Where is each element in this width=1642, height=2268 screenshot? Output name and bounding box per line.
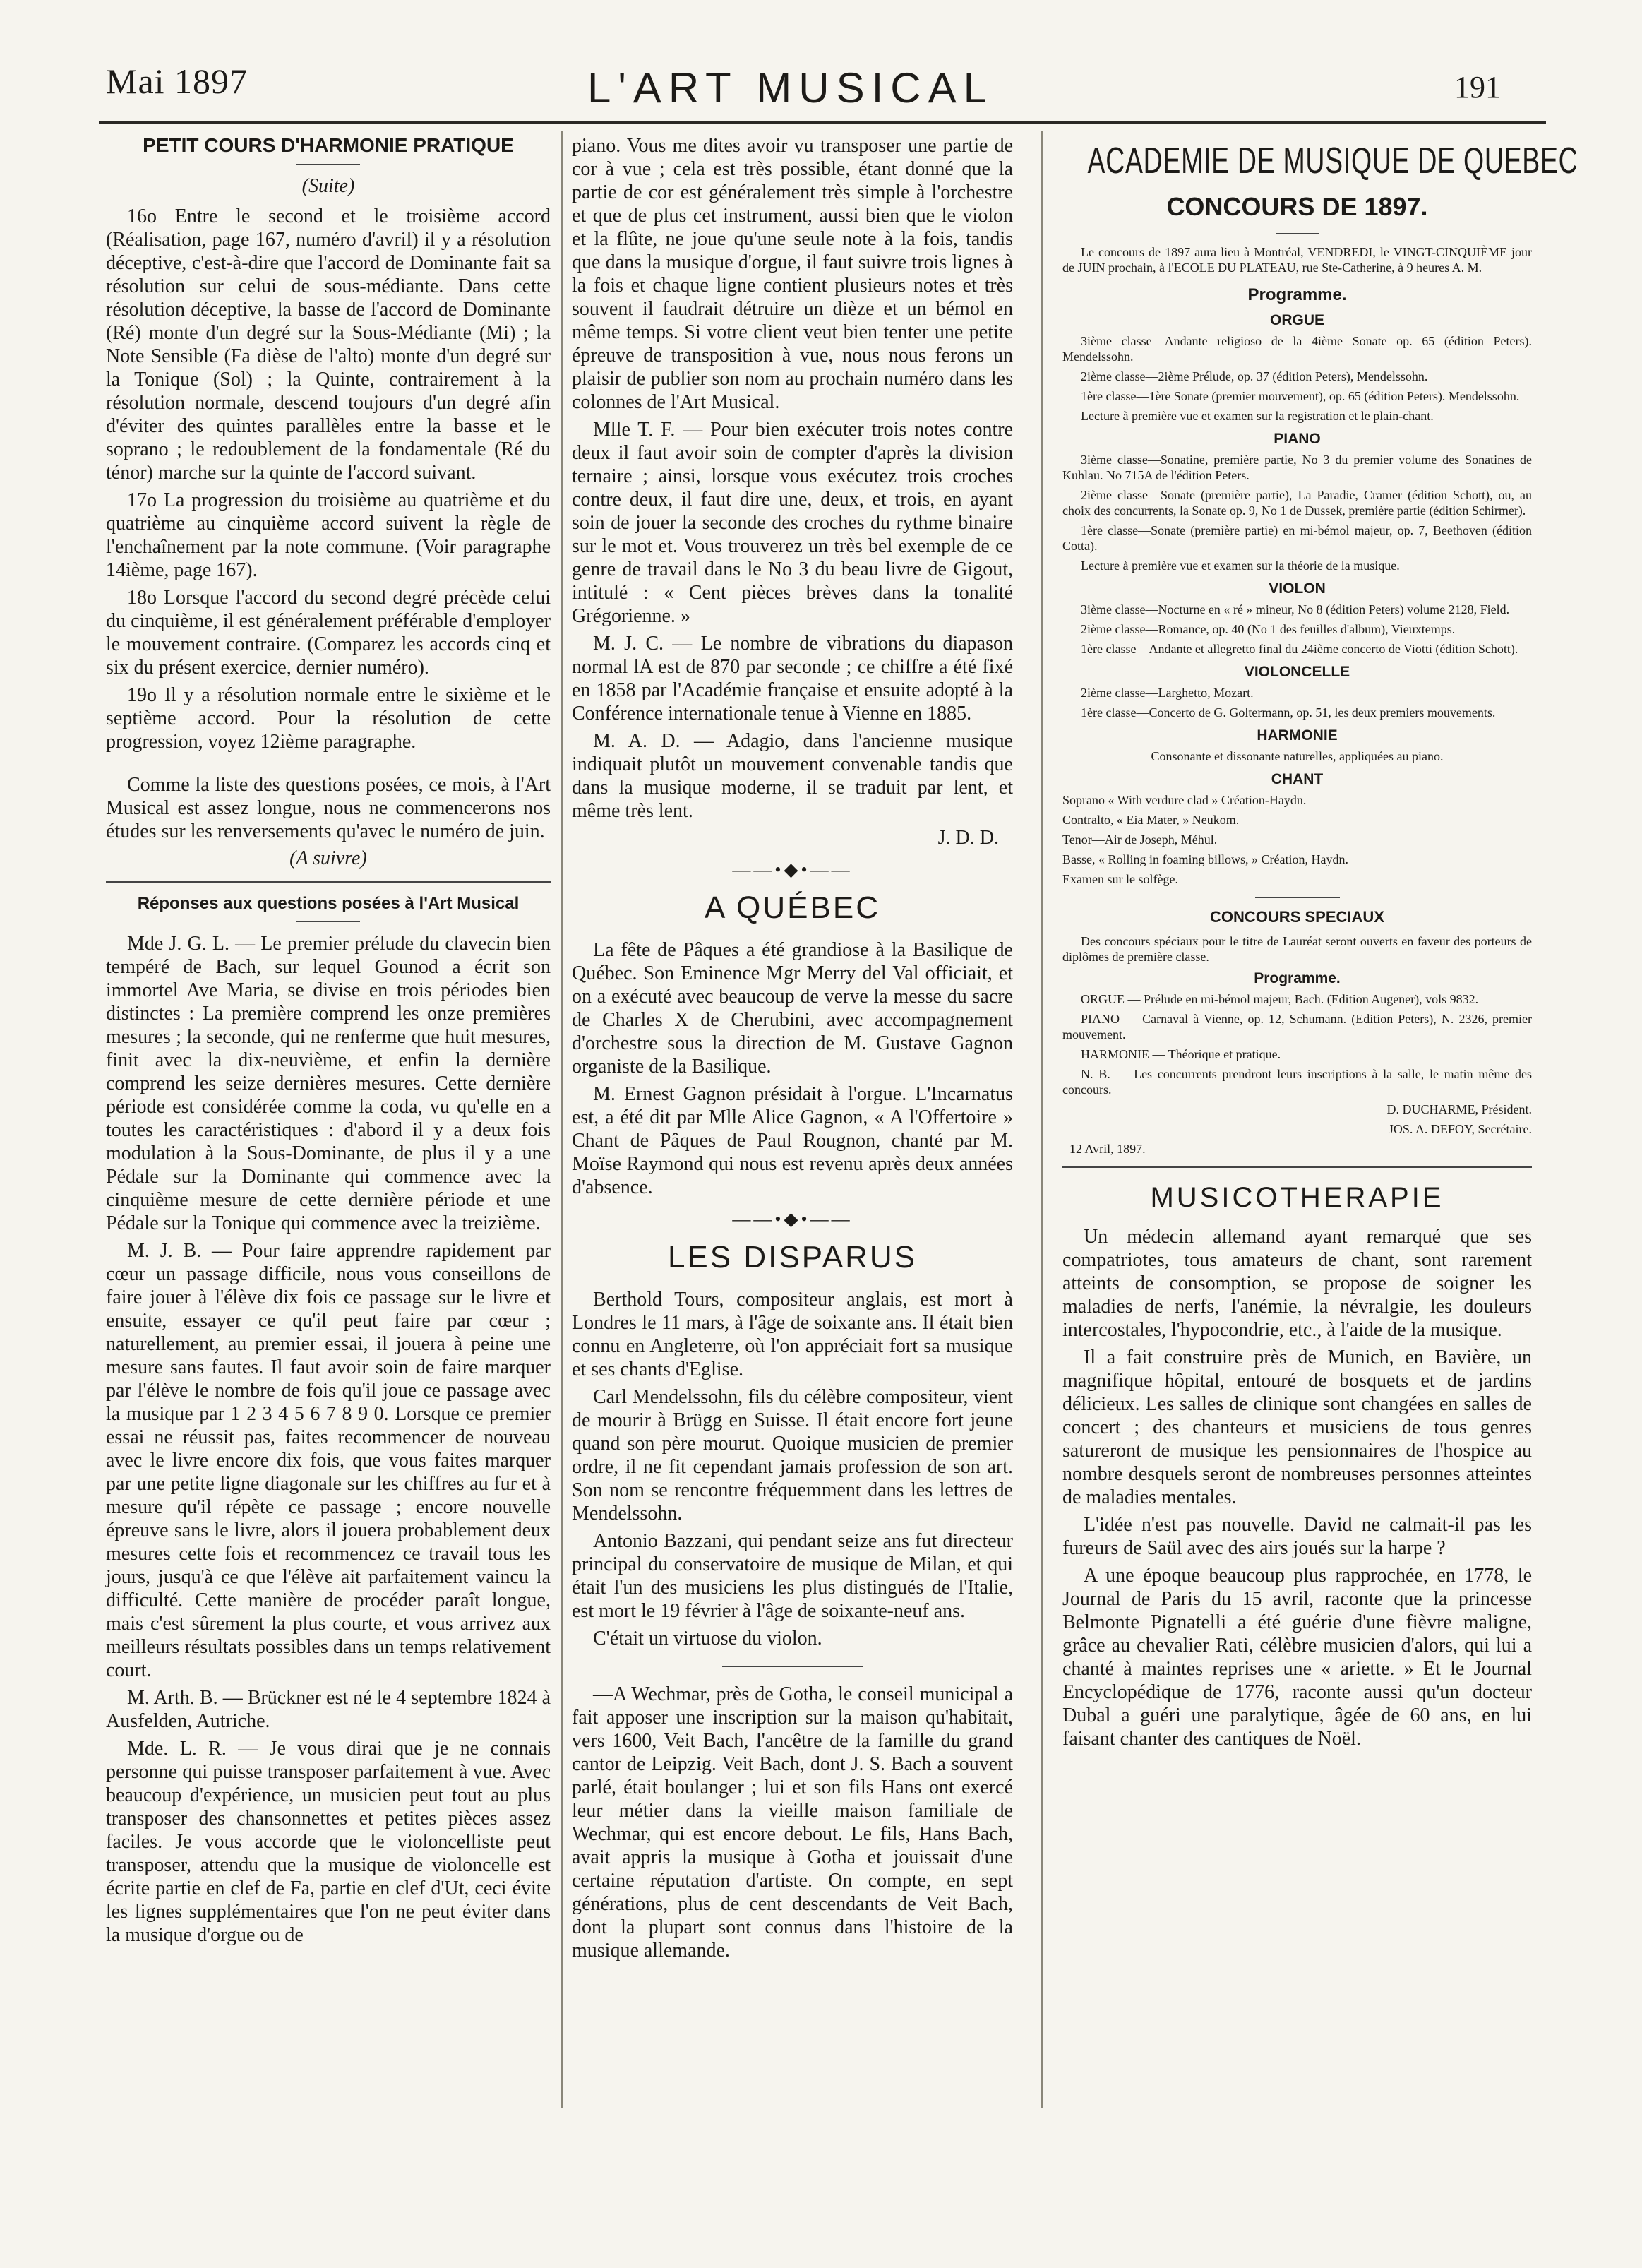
divider: [296, 164, 360, 165]
divider: [722, 1666, 863, 1667]
programme-item: 3ième classe—Andante religioso de la 4ième Sonate op. 65 (édition Peters). Mendelssohn.: [1062, 334, 1532, 364]
programme-item: Lecture à première vue et examen sur la registration et le plain-chant.: [1081, 409, 1434, 423]
programme-item: 1ère classe—1ère Sonate (premier mouvement), op. 65 (édition Peters). Mendelssohn.: [1081, 389, 1520, 403]
programme-item: 3ième classe—Sonatine, première partie, No 3 du premier volume des Sonatines de Kuhlau. No 715A de l'édition Peters.: [1062, 453, 1532, 482]
academie-title: ACADEMIE DE MUSIQUE DE QUEBEC: [1087, 141, 1578, 181]
answer-paragraph: M. J. B. — Pour faire apprendre rapidement par cœur un passage difficile, nous vous conseillons de faire jouer à l'élève dix fois ce passage sur le livre et ensuite, essayer ce qu'il peut faire par cœur ; naturellement, au premier essai, il jouera à peine une mesure sans fautes. Il faut avoir soin de faire marquer par l'élève le nombre de fois qu'il joue ce passage avec la musique par 1 2 3 4 5 6 7 8 9 0. Lorsque ce premier essai ne réussit pas, faites recommencer de nouveau avec le livre encore dix fois, que vous faites marquer par une petite ligne diagonale sur les chiffres au fur et à mesure qu'il répète ce passage ; encore nouvelle épreuve sans le livre, alors il jouera probablement deux mesures cette fois et recommencez ce travail tous les jours, jusqu'à ce que l'élève ait parfaitement vaincu la difficulté. Cette manière de procéder paraît longue, mais c'est sûrement la plus courte, et vous arrivez aux meilleurs résultats possibles dans un temps relativement court.: [106, 1240, 551, 1681]
divider: [296, 921, 360, 922]
paragraph: Un médecin allemand ayant remarqué que ses compatriotes, tous amateurs de chant, sont rarement atteints de consomption, se propose de soigner les maladies de nerfs, l'anémie, la névralgie, les douleurs intercostales, l'hypocondrie, etc., à l'aide de la musique.: [1062, 1226, 1532, 1341]
divider: [1276, 233, 1319, 234]
programme-item: 2ième classe—Larghetto, Mozart.: [1081, 686, 1254, 700]
suite-label: (Suite): [301, 175, 355, 197]
speciaux-intro: Des concours spéciaux pour le titre de Lauréat seront ouverts en faveur des porteurs de diplômes de première classe.: [1062, 934, 1532, 964]
section-heading: PIANO: [1274, 431, 1321, 447]
paragraph: La fête de Pâques a été grandiose à la Basilique de Québec. Son Eminence Mgr Merry del Val officiait, et on a exécuté avec beaucoup de verve la messe du sacre de Charles X de Cherubini, avec accompagnement d'orchestre sous la direction de M. Gustave Gagnon organiste de la Basilique.: [572, 939, 1013, 1078]
programme-item: Lecture à première vue et examen sur la théorie de la musique.: [1081, 559, 1400, 573]
answer-paragraph: Mde J. G. L. — Le premier prélude du clavecin bien tempéré de Bach, sur lequel Gounod a écrit son immortel Ave Maria, se divise en trois périodes bien distinctes : La première comprend les onze premières mesures ; la seconde, qui ne renferme que huit mesures, finit avec la dix-neuvième, et enfin la dernière comprend les seize dernières mesures. Cette dernière période est considérée comme la coda, vu qu'elle en a toutes les caractéristiques : d'abord il y a deux fois modulation à la Sous-Dominante, de plus il y a une Pédale sur la Dominante qui commence avec la cinquième mesure de cette dernière période et une Pédale sur la Tonique qui commence avec la treizième.: [106, 933, 551, 1234]
paragraph: C'était un virtuose du violon.: [593, 1628, 822, 1649]
paragraph: Il a fait construire près de Munich, en Bavière, un magnifique hôpital, entouré de bosquets et de jardins délicieux. Les salles de clinique sont changées en salles de concert ; des chanteurs et musiciens de tous genres satureront de musique les pensionnaires de l'hospice au nombre desquels seront de nombreuses personnes atteintes de maladies mentales.: [1062, 1347, 1532, 1508]
a-suivre-label: (A suivre): [289, 847, 367, 869]
section-heading: VIOLONCELLE: [1244, 664, 1350, 680]
page-number: 191: [1454, 70, 1501, 105]
programme-item: Consonante et dissonante naturelles, appliquées au piano.: [1151, 749, 1444, 763]
speciaux-item: HARMONIE — Théorique et pratique.: [1081, 1047, 1281, 1061]
speciaux-item: ORGUE — Prélude en mi-bémol majeur, Bach. (Edition Augener), vols 9832.: [1081, 992, 1479, 1006]
paragraph: Carl Mendelssohn, fils du célèbre compositeur, vient de mourir à Brügg en Suisse. Il était encore fort jeune quand son père mourut. Quoique musicien de premier ordre, il ne fit cependant jamais profession de son art. Son nom se rencontre fréquemment dans les lettres de Mendelssohn.: [572, 1386, 1013, 1524]
masthead: L'ART MUSICAL: [587, 64, 995, 112]
programme-item: 3ième classe—Nocturne en « ré » mineur, No 8 (édition Peters) volume 2128, Field.: [1081, 602, 1510, 616]
disparus-title: LES DISPARUS: [667, 1240, 918, 1275]
programme-item: 2ième classe—Romance, op. 40 (No 1 des feuilles d'album), Vieuxtemps.: [1081, 622, 1456, 636]
programme-item: 2ième classe—Sonate (première partie), La Paradie, Cramer (édition Schott), ou, au choix des concurrents, la Sonate op. 9, No 1 de Dussek, première partie (édition Schirmer).: [1062, 488, 1532, 518]
concours-intro: Le concours de 1897 aura lieu à Montréal, VENDREDI, le VINGT-CINQUIÈME jour de JUIN prochain, à l'ECOLE DU PLATEAU, rue Ste-Catherine, à 9 heures A. M.: [1062, 245, 1532, 275]
answer-paragraph: Mde. L. R. — Je vous dirai que je ne connais personne qui puisse transposer parfaitement à vue. Avec beaucoup d'expérience, un musicien peut tout au plus transposer des chansonnettes et petites pièces assez faciles. Je vous accorde que le violoncelliste peut transposer, attendu que la musique de violoncelle est écrite partie en clef de Fa, partie en clef d'Ut, ceci évite les lignes supplémentaires que l'on ne peut éviter dans la musique d'orgue ou de: [106, 1738, 551, 1946]
cours-title: PETIT COURS D'HARMONIE PRATIQUE: [143, 134, 514, 156]
paragraph: L'idée n'est pas nouvelle. David ne calmait-il pas les fureurs de Saül avec des airs joués sur la harpe ?: [1062, 1514, 1532, 1559]
programme-item: Contralto, « Eia Mater, » Neukom.: [1062, 813, 1240, 827]
section-rule: [106, 881, 551, 883]
section-heading: VIOLON: [1269, 580, 1326, 597]
section-heading: ORGUE: [1269, 312, 1324, 328]
section-heading: HARMONIE: [1257, 727, 1338, 744]
musicotherapie-title: MUSICOTHERAPIE: [1150, 1182, 1444, 1213]
answer-paragraph: M. Arth. B. — Brückner est né le 4 septembre 1824 à Ausfelden, Autriche.: [106, 1687, 551, 1732]
paragraph: M. A. D. — Adagio, dans l'ancienne musique indiquait plutôt un mouvement convenable tandis que dans la musique moderne, il se traduit par lent, et même très lent.: [572, 730, 1013, 822]
paragraph: Antonio Bazzani, qui pendant seize ans fut directeur principal du conservatoire de musique de Milan, et qui était l'un des musiciens les plus distingués de l'Italie, est mort le 19 février à l'âge de soixante-neuf ans.: [572, 1530, 1013, 1622]
paragraph: Comme la liste des questions posées, ce mois, à l'Art Musical est assez longue, nous ne commencerons nos études sur les renversements qu'avec le numéro de juin.: [106, 774, 551, 842]
column-1: [106, 134, 551, 1951]
paragraph: M. Ernest Gagnon présidait à l'orgue. L'Incarnatus est, a été dit par Mlle Alice Gagnon, « A l'Offertoire » Chant de Pâques de Paul Rougnon, chanté par M. Moïse Raymond qui nous est revenu après deux années d'absence.: [572, 1083, 1013, 1198]
paragraph: —A Wechmar, près de Gotha, le conseil municipal a fait apposer une inscription sur la maison qu'habitait, vers 1600, Veit Bach, l'ancêtre de la famille du grand cantor de Leipzig. Veit Bach, dont J. S. Bach a souvent parlé, était boulanger ; lui et son fils Hans ont exercé leur métier dans la vieille maison familiale de Wechmar, qui est encore debout. Le fils, Hans Bach, avait appris la musique à Gotha et jouissait d'une certaine réputation d'artiste. On compte, en sept générations, plus de cent descendants de Veit Bach, dont la plupart sont connus dans l'histoire de la musique allemande.: [572, 1683, 1013, 1962]
signature: JOS. A. DEFOY, Secrétaire.: [1388, 1122, 1532, 1136]
speciaux-item: PIANO — Carnaval à Vienne, op. 12, Schumann. (Edition Peters), N. 2326, premier mouvement.: [1062, 1012, 1532, 1042]
signature: J. D. D.: [937, 827, 999, 849]
paragraph: 17o La progression du troisième au quatrième et du quatrième au cinquième accord suivent la règle de l'enchaînement par la note commune. (Voir paragraphe 14ième, page 167).: [106, 489, 551, 581]
column-divider: [1041, 131, 1043, 2108]
programme-item: 1ère classe—Concerto de G. Goltermann, op. 51, les deux premiers mouvements.: [1081, 705, 1496, 720]
header-rule: [99, 121, 1546, 124]
programme-item: 1ère classe—Andante et allegretto final du 24ième concerto de Viotti (édition Schott).: [1081, 642, 1518, 656]
section-heading: CHANT: [1271, 771, 1324, 787]
programme-item: Basse, « Rolling in foaming billows, » Création, Haydn.: [1062, 852, 1348, 866]
paragraph: 19o Il y a résolution normale entre le sixième et le septième accord. Pour la résolution de cette progression, voyez 12ième paragraphe.: [106, 684, 551, 753]
paragraph: A une époque beaucoup plus rapprochée, en 1778, le Journal de Paris du 15 avril, raconte que la princesse Belmonte Pignatelli a été guérie d'une fièvre maligne, grâce au chevalier Rati, célèbre musicien d'alors, qui lui a chanté à maintes reprises une « ariette. » Et le Journal Encyclopédique de 1776, raconte aussi qu'un docteur Dubal a guéri une paralytique, âgée de 60 ans, en lui faisant chanter des cantiques de Noël.: [1062, 1565, 1532, 1750]
speciaux-title: CONCOURS SPECIAUX: [1210, 908, 1384, 926]
ornament-divider: ——•◆•——: [732, 859, 853, 880]
reponses-title: Réponses aux questions posées à l'Art Musical: [137, 894, 520, 913]
quebec-title: A QUÉBEC: [705, 890, 880, 925]
programme-title: Programme.: [1247, 285, 1347, 304]
column-2: [572, 134, 1013, 1966]
ornament-divider: ——•◆•——: [732, 1209, 853, 1229]
programme-item: 1ère classe—Sonate (première partie) en mi-bémol majeur, op. 7, Beethoven (édition Cotta).: [1062, 523, 1532, 553]
column-3: [1062, 134, 1578, 1755]
paragraph: piano. Vous me dites avoir vu transposer une partie de cor à vue ; cela est très possible, étant donné que la partie de cor est généralement très simple à l'orchestre et que de plus cet instrument, aussi bien que le violon et la flûte, ne joue qu'une seule note à la fois, tandis que dans la musique d'orgue, il faut suivre trois lignes à la fois et chaque ligne contient plusieurs notes et très souvent il faudrait détruire un dièze et un bémol en même temps. Si votre client veut bien tenter une petite épreuve de transposition à vue, nous nous ferons un plaisir de publier son nom au prochain numéro dans les colonnes de l'Art Musical.: [572, 135, 1013, 413]
paragraph: Mlle T. F. — Pour bien exécuter trois notes contre deux il faut avoir soin de compter d'après la division ternaire ; ainsi, lorsque vous exécutez trois croches contre deux, il faut dire une, deux, et trois, en ayant soin de jouer la seconde des croches du rythme binaire sur le mot et. Vous trouverez un très bel exemple de ce genre de travail dans le No 3 du beau livre de Gigout, intitulé : « Cent pièces brèves dans la tonalité Grégorienne. »: [572, 419, 1013, 627]
concours-title: CONCOURS DE 1897.: [1166, 192, 1428, 221]
programme-item: 2ième classe—2ième Prélude, op. 37 (édition Peters), Mendelssohn.: [1081, 369, 1428, 383]
divider: [1255, 897, 1340, 898]
programme-item: Examen sur le solfège.: [1062, 872, 1178, 886]
section-rule: [1062, 1166, 1532, 1168]
date: 12 Avril, 1897.: [1069, 1142, 1146, 1156]
speciaux-item: N. B. — Les concurrents prendront leurs inscriptions à la salle, le matin même des concours.: [1062, 1067, 1532, 1097]
paragraph: Berthold Tours, compositeur anglais, est mort à Londres le 11 mars, à l'âge de soixante ans. Il était bien connu en Angleterre, où l'on appréciait fort sa musique et ses chants d'Eglise.: [572, 1289, 1013, 1380]
programme-item: Soprano « With verdure clad » Création-Haydn.: [1062, 793, 1307, 807]
programme-item: Tenor—Air de Joseph, Méhul.: [1062, 832, 1218, 847]
paragraph: 16o Entre le second et le troisième accord (Réalisation, page 167, numéro d'avril) il y a résolution déceptive, c'est-à-dire que l'accord de Dominante fait sa résolution sur celui de sous-médiante. Dans cette résolution déceptive, la basse de l'accord de Dominante (Ré) monte d'un degré sur la Sous-Médiante (Mi) ; la Note Sensible (Fa dièse de l'alto) monte d'un degré sur la Tonique (Sol) ; la Quinte, contrairement à la résolution normale, descend toujours d'un degré afin d'éviter des quintes parallèles entre la basse et le soprano ; le redoublement de la fondamentale (Ré du ténor) marche sur la quinte de l'accord suivant.: [106, 205, 551, 484]
header-date: Mai 1897: [106, 61, 248, 101]
column-divider: [561, 131, 563, 2108]
programme-title: Programme.: [1254, 970, 1341, 986]
paragraph: 18o Lorsque l'accord du second degré précède celui du cinquième, il est généralement préférable d'employer le mouvement contraire. (Comparez les accords cinq et six du présent exercice, dernier numéro).: [106, 587, 551, 679]
signature: D. DUCHARME, Président.: [1386, 1102, 1532, 1116]
paragraph: M. J. C. — Le nombre de vibrations du diapason normal lA est de 870 par seconde ; ce chiffre a été fixé en 1858 par l'Académie française et ensuite adopté à la Conférence internationale tenue à Vienne en 1885.: [572, 633, 1013, 724]
